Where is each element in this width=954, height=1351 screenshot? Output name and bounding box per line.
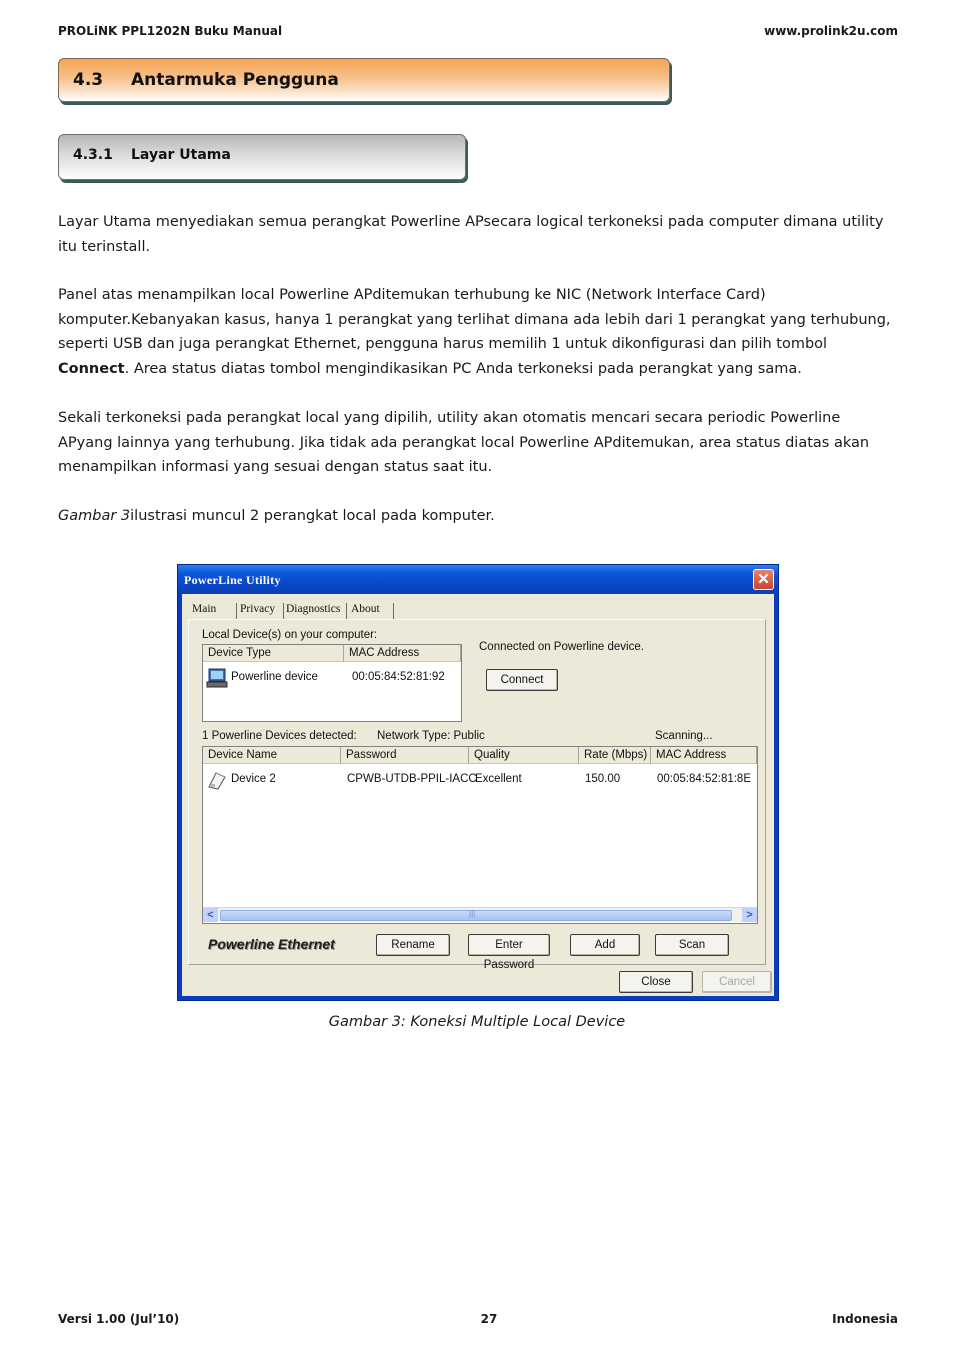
remote-device-quality: Excellent [475, 773, 522, 785]
paragraph-2-text-b: . Area status diatas tombol mengindikasikan PC Anda terkoneksi pada perangkat yang sama. [124, 360, 802, 377]
column-header-device-name[interactable]: Device Name [203, 747, 341, 764]
column-header-quality[interactable]: Quality [469, 747, 579, 764]
connection-status: Connected on Powerline device. [479, 641, 644, 653]
network-type-label: Network Type: Public [377, 730, 485, 742]
section-number: 4.3 [73, 70, 104, 90]
paragraph-1: Layar Utama menyediakan semua perangkat Powerline APsecara logical terkoneksi pada computer dimana utility itu terinstall. [58, 214, 884, 255]
enter-password-button[interactable]: Enter Password [468, 934, 550, 956]
column-header-rate[interactable]: Rate (Mbps) [579, 747, 651, 764]
window-title: PowerLine Utility [184, 573, 281, 587]
powerline-adapter-icon [206, 769, 228, 791]
paragraph-2-connect-word: Connect [58, 360, 125, 377]
tab-separator [283, 603, 284, 619]
local-devices-label: Local Device(s) on your computer: [202, 629, 378, 641]
remote-device-name: Device 2 [231, 773, 276, 785]
powerline-ethernet-logo: Powerline Ethernet [208, 936, 335, 952]
window-client-area [182, 594, 774, 996]
paragraph-4 [58, 504, 898, 529]
tab-main[interactable]: Main [192, 603, 217, 615]
subsection-title: Layar Utama [131, 147, 231, 163]
paragraph-4-text: ilustrasi muncul 2 perangkat local pada komputer. [130, 508, 495, 524]
section-heading [58, 58, 670, 102]
page-number: 27 [480, 1312, 498, 1326]
paragraph-2-text-a: Panel atas menampilkan local Powerline APditemukan terhubung ke NIC (Network Interface Card) komputer.Kebanyakan kasus, hanya 1 perangkat yang terlihat dimana ada lebih dari 1 perangkat yang terhubung, seperti USB dan juga perangkat Ethernet, pengguna harus memilih 1 untuk dikonfigurasi dan pilih tombol [58, 287, 891, 352]
subsection-heading [58, 134, 466, 180]
scan-button[interactable]: Scan [655, 934, 729, 956]
local-device-mac: 00:05:84:52:81:92 [352, 671, 445, 683]
scanning-status: Scanning... [655, 730, 713, 742]
figure-caption: Gambar 3: Koneksi Multiple Local Device [328, 1014, 626, 1030]
computer-icon [206, 667, 228, 689]
column-header-mac-address[interactable]: MAC Address [344, 645, 461, 662]
scroll-right-icon[interactable]: > [742, 908, 757, 922]
add-button[interactable]: Add [570, 934, 640, 956]
horizontal-scrollbar[interactable] [203, 907, 757, 922]
devices-detected-label: 1 Powerline Devices detected: [202, 730, 357, 742]
document-header-url: www.prolink2u.com [764, 24, 898, 38]
local-device-type: Powerline device [231, 671, 318, 683]
local-devices-list[interactable] [202, 644, 462, 722]
tab-about[interactable]: About [351, 603, 380, 615]
column-header-remote-mac[interactable]: MAC Address [651, 747, 757, 764]
remote-device-row[interactable] [205, 769, 755, 791]
footer-language: Indonesia [832, 1312, 898, 1326]
rename-button[interactable]: Rename [376, 934, 450, 956]
powerline-utility-window [177, 564, 779, 1001]
remote-devices-list[interactable] [202, 746, 758, 924]
close-button[interactable]: Close [619, 971, 693, 993]
subsection-number: 4.3.1 [73, 147, 113, 163]
footer-version: Versi 1.00 (Jul’10) [58, 1312, 180, 1326]
connect-button[interactable]: Connect [486, 669, 558, 691]
paragraph-3: Sekali terkoneksi pada perangkat local yang dipilih, utility akan otomatis mencari secara periodic Powerline APyang lainnya yang terhubung. Jika tidak ada perangkat local Powerline APditemukan, area status diatas akan menampilkan informasi yang sesuai dengan status saat itu. [58, 410, 870, 475]
remote-device-rate: 150.00 [585, 773, 621, 785]
remote-device-mac: 00:05:84:52:81:8E [657, 773, 751, 785]
tab-separator [236, 603, 237, 619]
scrollbar-grip: ||| [469, 909, 476, 918]
paragraph-2 [58, 283, 898, 381]
window-titlebar[interactable] [178, 565, 778, 594]
tab-separator [346, 603, 347, 619]
tab-separator [393, 603, 394, 619]
cancel-button[interactable]: Cancel [702, 971, 772, 993]
remote-device-password: CPWB-UTDB-PPIL-IACC [347, 773, 477, 785]
scroll-left-icon[interactable]: < [203, 908, 218, 922]
column-header-device-type[interactable]: Device Type [203, 645, 344, 662]
figure-reference: Gambar 3 [58, 508, 131, 524]
local-device-row[interactable] [205, 667, 459, 689]
section-title: Antarmuka Pengguna [131, 70, 339, 90]
document-header-title: PROLiNK PPL1202N Buku Manual [58, 24, 283, 38]
scrollbar-thumb[interactable] [220, 910, 732, 921]
column-header-password[interactable]: Password [341, 747, 469, 764]
tab-diagnostics[interactable]: Diagnostics [286, 603, 341, 615]
tab-privacy[interactable]: Privacy [240, 603, 276, 615]
close-icon[interactable]: ✕ [753, 569, 774, 590]
